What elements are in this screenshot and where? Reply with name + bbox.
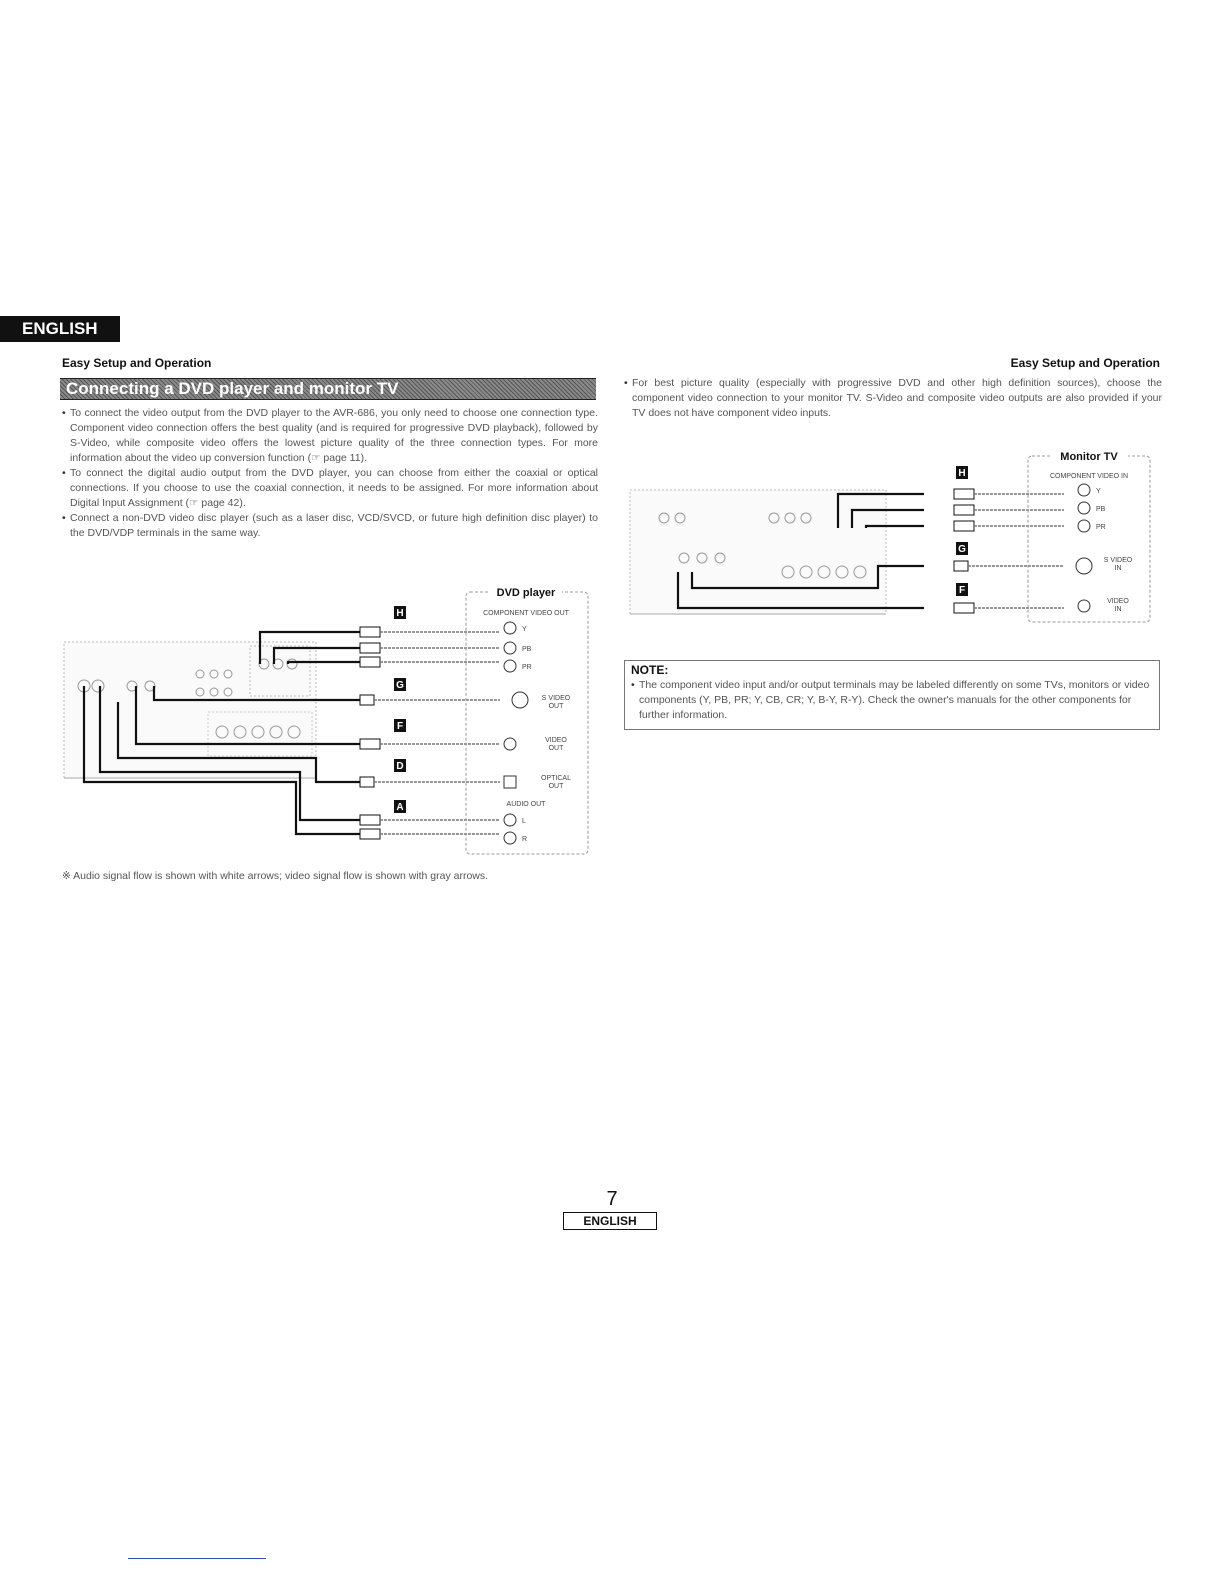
tv-device-outline xyxy=(1028,456,1150,622)
cable-letter-h: H xyxy=(396,608,404,619)
jack-pr-label: PR xyxy=(522,664,532,671)
bullet-item: • To connect the video output from the DVD player to the AVR-686, you only need to choose one connection type. Component video connection offers the best quality (and is required for progressive DVD playback), followed by S-Video, while composite video offers the lowest picture quality of the three connection types. For more information about the video up conversion function (☞ page 11). xyxy=(62,406,598,466)
jack-pb-label: PB xyxy=(522,646,532,653)
section-label-left: Easy Setup and Operation xyxy=(62,356,212,370)
tv-connection-diagram xyxy=(624,448,1164,638)
video-sub: IN xyxy=(1114,606,1122,613)
svideo-sub: IN xyxy=(1114,565,1122,572)
component-label: COMPONENT VIDEO OUT xyxy=(483,610,569,617)
footnote: ※ Audio signal flow is shown with white arrows; video signal flow is shown with gray arrows. xyxy=(62,870,489,882)
dvd-diagram-svg xyxy=(60,582,600,856)
language-tab: ENGLISH xyxy=(0,316,120,342)
receiver-rear-panel xyxy=(630,490,886,614)
cable-letter-d: D xyxy=(396,761,404,772)
tv-diagram-svg xyxy=(624,448,1164,638)
cable-badge-h xyxy=(956,466,968,479)
component-label: COMPONENT VIDEO IN xyxy=(1049,473,1129,480)
cable-letter-f: F xyxy=(396,721,404,732)
cable-badge-f xyxy=(394,719,406,732)
device-title: Monitor TV xyxy=(1060,451,1118,463)
video-sub: OUT xyxy=(548,745,564,752)
cable-letter-f: F xyxy=(958,585,966,596)
note-text: • The component video input and/or output terminals may be labeled differently on some TVs, monitors or video components (Y, PB, PR; Y, CB, CR; Y, B-Y, R-Y). Check the owner's manuals for the other components for further information. xyxy=(631,678,1153,723)
video-label: VIDEO xyxy=(545,737,567,744)
cable-badge-f xyxy=(956,583,968,596)
svideo-sub: OUT xyxy=(548,703,564,710)
cable-badge-g xyxy=(394,678,406,691)
svideo-label: S VIDEO xyxy=(541,695,571,702)
cable-badge-a xyxy=(394,800,406,813)
page-title: Connecting a DVD player and monitor TV xyxy=(60,378,596,400)
note-box xyxy=(624,660,1160,730)
dvd-device-outline xyxy=(466,592,588,854)
bullet-item: • For best picture quality (especially with progressive DVD and other high definition sources), choose the component video connection to your monitor TV. S-Video and composite video outputs are also provided if your TV does not have component video inputs. xyxy=(624,376,1162,421)
cable-runs xyxy=(968,494,1064,608)
jack-l-label: L xyxy=(522,818,526,825)
bottom-rule xyxy=(128,1558,266,1559)
jack-y-label: Y xyxy=(522,626,527,633)
bullet-item: • Connect a non-DVD video disc player (such as a laser disc, VCD/SVCD, or future high definition disc player) to the DVD/VDP terminals in the same way. xyxy=(62,511,598,541)
footer-language-label: ENGLISH xyxy=(563,1212,657,1230)
cable-badge-d xyxy=(394,759,406,772)
cable-letter-h: H xyxy=(958,468,966,479)
device-jacks xyxy=(504,622,528,844)
device-title: DVD player xyxy=(496,587,556,599)
bullet-item: • To connect the digital audio output from the DVD player, you can choose from either the coaxial or optical connections. If you choose to use the coaxial connection, it needs to be assigned. For more information about Digital Input Assignment (☞ page 42). xyxy=(62,466,598,511)
left-bullet-list xyxy=(62,406,598,541)
cable-badge-g xyxy=(956,542,968,555)
plug-markers xyxy=(360,627,380,839)
jack-pb-label: PB xyxy=(1096,506,1106,513)
device-jacks xyxy=(1076,484,1092,612)
jack-pr-label: PR xyxy=(1096,524,1106,531)
dvd-connection-diagram xyxy=(60,582,600,856)
optical-label: OPTICAL xyxy=(541,775,571,782)
cable-letter-g: G xyxy=(958,544,966,555)
jack-r-label: R xyxy=(522,836,528,843)
note-title: NOTE: xyxy=(631,663,669,677)
section-label-right: Easy Setup and Operation xyxy=(1010,356,1160,370)
cable-badge-h xyxy=(394,606,406,619)
cable-letter-g: G xyxy=(396,680,404,691)
cable-runs xyxy=(374,632,500,834)
optical-sub: OUT xyxy=(548,783,564,790)
svideo-label: S VIDEO xyxy=(1103,557,1133,564)
jack-y-label: Y xyxy=(1096,488,1101,495)
video-label: VIDEO xyxy=(1107,598,1129,605)
right-bullet-list xyxy=(624,376,1162,421)
audio-out-label: AUDIO OUT xyxy=(506,801,546,808)
cable-letter-a: A xyxy=(396,802,404,813)
page-number: 7 xyxy=(606,1188,618,1210)
